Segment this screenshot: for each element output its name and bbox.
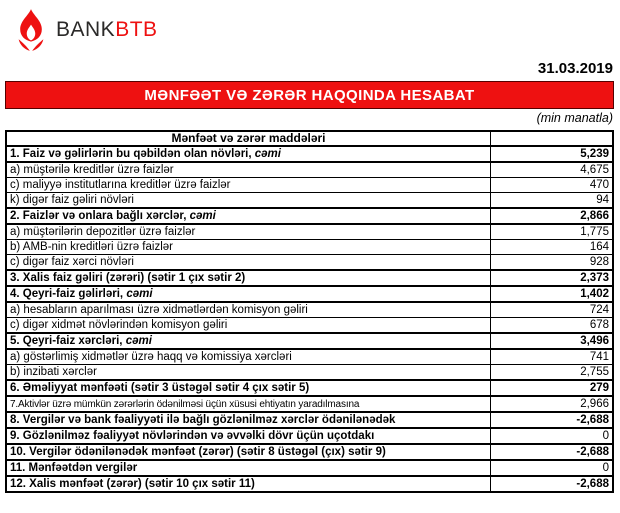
- table-row: [6, 476, 613, 492]
- row-value: 0: [491, 460, 614, 476]
- row-value: 164: [491, 240, 614, 255]
- row-value: -2,688: [491, 476, 614, 492]
- table-row: [6, 224, 613, 240]
- row-label: 9. Gözlənilməz fəaliyyət növlərindən və əvvəlki dövr üçün uçotdakı: [6, 428, 491, 444]
- table-row: [6, 396, 613, 412]
- row-label-italic-suffix: cəmi: [126, 287, 153, 300]
- table-row: [6, 380, 613, 396]
- items-column-header: Mənfəət və zərər maddələri: [6, 131, 491, 146]
- logo-btb-text: BTB: [115, 18, 158, 41]
- row-value: 2,966: [491, 396, 614, 412]
- table-row: [6, 162, 613, 178]
- row-label: c) digər xidmət növlərindən komisyon gəliri: [6, 318, 491, 334]
- table-row: [6, 318, 613, 334]
- row-label: 2. Faizlər və onlara bağlı xərclər, cəmi: [6, 208, 491, 224]
- row-value: 2,373: [491, 270, 614, 286]
- row-label: a) müştərilərin depozitlər üzrə faizlər: [6, 224, 491, 240]
- row-value: -2,688: [491, 444, 614, 460]
- table-row: [6, 365, 613, 381]
- table-row: [6, 255, 613, 271]
- row-value: 678: [491, 318, 614, 334]
- row-label: 1. Faiz və gəlirlərin bu qəbildən olan növləri, cəmi: [6, 146, 491, 162]
- report-title: MƏNFƏƏT VƏ ZƏRƏR HAQQINDA HESABAT: [144, 86, 475, 104]
- row-label: a) hesabların aparılması üzrə xidmətlərdən komisyon gəliri: [6, 302, 491, 318]
- table-row: [6, 286, 613, 302]
- row-value: 1,402: [491, 286, 614, 302]
- row-value: 2,866: [491, 208, 614, 224]
- row-label: 4. Qeyri-faiz gəlirləri, cəmi: [6, 286, 491, 302]
- table-row: [6, 412, 613, 428]
- bank-flame-icon: [14, 8, 48, 52]
- row-value: 279: [491, 380, 614, 396]
- row-label: c) maliyyə institutlarına kreditlər üzrə faizlər: [6, 178, 491, 193]
- value-column-header: [491, 131, 614, 146]
- logo-bank-text: BANK: [56, 18, 116, 41]
- row-value: -2,688: [491, 412, 614, 428]
- row-value: 2,755: [491, 365, 614, 381]
- row-label-italic-suffix: cəmi: [189, 209, 216, 222]
- row-value: 3,496: [491, 333, 614, 349]
- table-row: [6, 270, 613, 286]
- row-value: 5,239: [491, 146, 614, 162]
- row-label: a) göstərlimiş xidmətlər üzrə haqq və komissiya xərcləri: [6, 349, 491, 365]
- row-label: b) inzibati xərclər: [6, 365, 491, 381]
- table-row: [6, 349, 613, 365]
- table-row: [6, 178, 613, 193]
- table-row: [6, 428, 613, 444]
- row-label: 8. Vergilər və bank fəaliyyəti ilə bağlı gözlənilməz xərclər ödənilənədək: [6, 412, 491, 428]
- table-header-row: [6, 131, 613, 146]
- row-value: 4,675: [491, 162, 614, 178]
- row-value: 724: [491, 302, 614, 318]
- row-value: 1,775: [491, 224, 614, 240]
- row-value: 94: [491, 193, 614, 209]
- row-label: k) digər faiz gəliri növləri: [6, 193, 491, 209]
- table-row: [6, 240, 613, 255]
- row-label: a) müştərilə kreditlər üzrə faizlər: [6, 162, 491, 178]
- report-title-banner: [5, 81, 614, 109]
- bank-logo: [14, 8, 158, 52]
- row-label-italic-suffix: cəmi: [254, 147, 281, 160]
- unit-note: (min manatla): [536, 111, 613, 125]
- table-row: [6, 444, 613, 460]
- bank-logo-wordmark: [56, 18, 158, 42]
- row-label: 10. Vergilər ödənilənədək mənfəət (zərər) (sətir 8 üstəgəl (çıx) sətir 9): [6, 444, 491, 460]
- table-row: [6, 333, 613, 349]
- table-row: [6, 193, 613, 209]
- row-label: 3. Xalis faiz gəliri (zərəri) (sətir 1 çıx sətir 2): [6, 270, 491, 286]
- table-row: [6, 208, 613, 224]
- row-label: c) digər faiz xərci növləri: [6, 255, 491, 271]
- row-label: 6. Əməliyyat mənfəəti (sətir 3 üstəgəl sətir 4 çıx sətir 5): [6, 380, 491, 396]
- table-row: [6, 146, 613, 162]
- row-label: 5. Qeyri-faiz xərcləri, cəmi: [6, 333, 491, 349]
- row-label: 11. Mənfəətdən vergilər: [6, 460, 491, 476]
- row-value: 741: [491, 349, 614, 365]
- row-value: 0: [491, 428, 614, 444]
- row-value: 470: [491, 178, 614, 193]
- report-date: 31.03.2019: [537, 60, 613, 77]
- profit-loss-table: [5, 130, 614, 493]
- row-label-italic-suffix: cəmi: [125, 334, 152, 347]
- row-label: 12. Xalis mənfəət (zərər) (sətir 10 çıx sətir 11): [6, 476, 491, 492]
- row-label: 7.Aktivlər üzrə mümkün zərərlərin ödənilməsi üçün xüsusi ehtiyatın yaradılmasına: [6, 396, 491, 412]
- row-label: b) AMB-nin kreditləri üzrə faizlər: [6, 240, 491, 255]
- row-value: 928: [491, 255, 614, 271]
- table-row: [6, 302, 613, 318]
- table-row: [6, 460, 613, 476]
